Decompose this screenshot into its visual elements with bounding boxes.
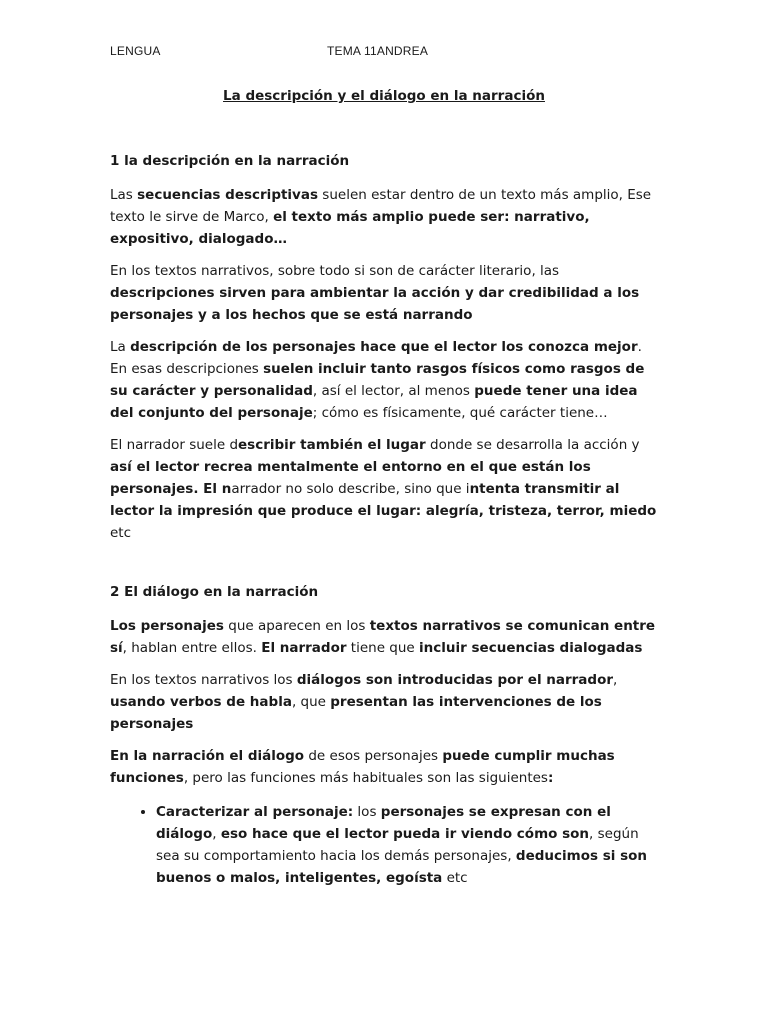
bold-text-run: puede cumplir muchas funciones bbox=[110, 748, 615, 786]
text-run: , pero las funciones más habituales son las siguientes bbox=[183, 770, 548, 786]
text-run: los bbox=[353, 804, 381, 820]
text-run: La bbox=[110, 339, 131, 355]
bold-text-run: Caracterizar al personaje: bbox=[156, 804, 354, 820]
text-run: , que bbox=[291, 694, 331, 710]
bold-text-run: deducimos si son buenos o malos, inteligentes, egoísta bbox=[156, 848, 648, 886]
text-run: , bbox=[212, 826, 221, 842]
text-run: que aparecen en los bbox=[223, 618, 370, 634]
bold-text-run: eso hace que el lector pueda ir viendo cómo son bbox=[220, 826, 590, 842]
text-run: El narrador suele d bbox=[110, 437, 239, 453]
text-run: etc bbox=[442, 870, 468, 886]
text-run: arrador no solo describe, sino que i bbox=[231, 481, 470, 497]
text-run: ; cómo es físicamente, qué carácter tiene… bbox=[312, 405, 608, 421]
section-description bbox=[110, 150, 658, 544]
text-run: En los textos narrativos los bbox=[110, 672, 297, 688]
text-run: En los textos narrativos, sobre todo si son de carácter literario, las bbox=[110, 263, 560, 279]
text-run: tiene que bbox=[346, 640, 420, 656]
list-item bbox=[156, 801, 658, 889]
paragraph bbox=[110, 615, 658, 659]
bold-text-run: incluir secuencias dialogadas bbox=[419, 640, 643, 656]
bold-text-run: : bbox=[547, 770, 554, 786]
header-topic: TEMA 11ANDREA bbox=[327, 44, 429, 58]
bold-text-run: Los personajes bbox=[110, 618, 224, 634]
bold-text-run: así el lector recrea mentalmente el entorno en el que están los personajes. El n bbox=[110, 459, 591, 497]
paragraph bbox=[110, 336, 658, 424]
text-run: etc bbox=[110, 525, 132, 541]
header-subject: LENGUA bbox=[110, 44, 161, 58]
text-run: suelen estar dentro de un texto más amplio, Ese texto le sirve de Marco, bbox=[110, 187, 652, 225]
bold-text-run: usando verbos de habla bbox=[110, 694, 292, 710]
section-dialogue bbox=[110, 581, 658, 889]
paragraph bbox=[110, 260, 658, 326]
bold-text-run: En la narración el diálogo bbox=[110, 748, 305, 764]
text-run: , bbox=[613, 672, 618, 688]
text-run: Las bbox=[110, 187, 138, 203]
text-run: , según sea su comportamiento hacia los demás personajes, bbox=[156, 826, 639, 864]
text-run: . En esas descripciones bbox=[110, 339, 642, 377]
bold-text-run: suelen incluir tanto rasgos físicos como rasgos de su carácter y personalidad bbox=[110, 361, 645, 399]
bold-text-run: textos narrativos se comunican entre sí bbox=[110, 618, 656, 656]
section-heading: 1 la descripción en la narración bbox=[110, 153, 350, 169]
section-heading: 2 El diálogo en la narración bbox=[110, 584, 319, 600]
bold-text-run: ntenta transmitir al lector la impresión que produce el lugar: alegría, tristeza, terror, miedo bbox=[110, 481, 657, 519]
bold-text-run: secuencias descriptivas bbox=[137, 187, 319, 203]
text-run: , así el lector, al menos bbox=[312, 383, 475, 399]
document-title: La descripción y el diálogo en la narración bbox=[223, 88, 545, 104]
bold-text-run: el texto más amplio puede ser: narrativo, expositivo, dialogado… bbox=[110, 209, 590, 247]
text-run: , hablan entre ellos. bbox=[122, 640, 262, 656]
bold-text-run: descripción de los personajes hace que el lector los conozca mejor bbox=[130, 339, 638, 355]
bold-text-run: escribir también el lugar bbox=[238, 437, 426, 453]
bold-text-run: descripciones sirven para ambientar la acción y dar credibilidad a los personajes y a los hechos que se está narrando bbox=[110, 285, 640, 323]
paragraph bbox=[110, 434, 658, 544]
bold-text-run: personajes se expresan con el diálogo bbox=[156, 804, 611, 842]
bold-text-run: puede tener una idea del conjunto del personaje bbox=[110, 383, 638, 421]
paragraph bbox=[110, 669, 658, 735]
text-run: donde se desarrolla la acción y bbox=[425, 437, 640, 453]
paragraph bbox=[110, 184, 658, 250]
paragraph bbox=[110, 745, 658, 789]
function-list bbox=[110, 801, 658, 889]
bold-text-run: presentan las intervenciones de los personajes bbox=[110, 694, 602, 732]
bold-text-run: El narrador bbox=[261, 640, 347, 656]
text-run: de esos personajes bbox=[304, 748, 443, 764]
bold-text-run: diálogos son introducidas por el narrador bbox=[296, 672, 614, 688]
